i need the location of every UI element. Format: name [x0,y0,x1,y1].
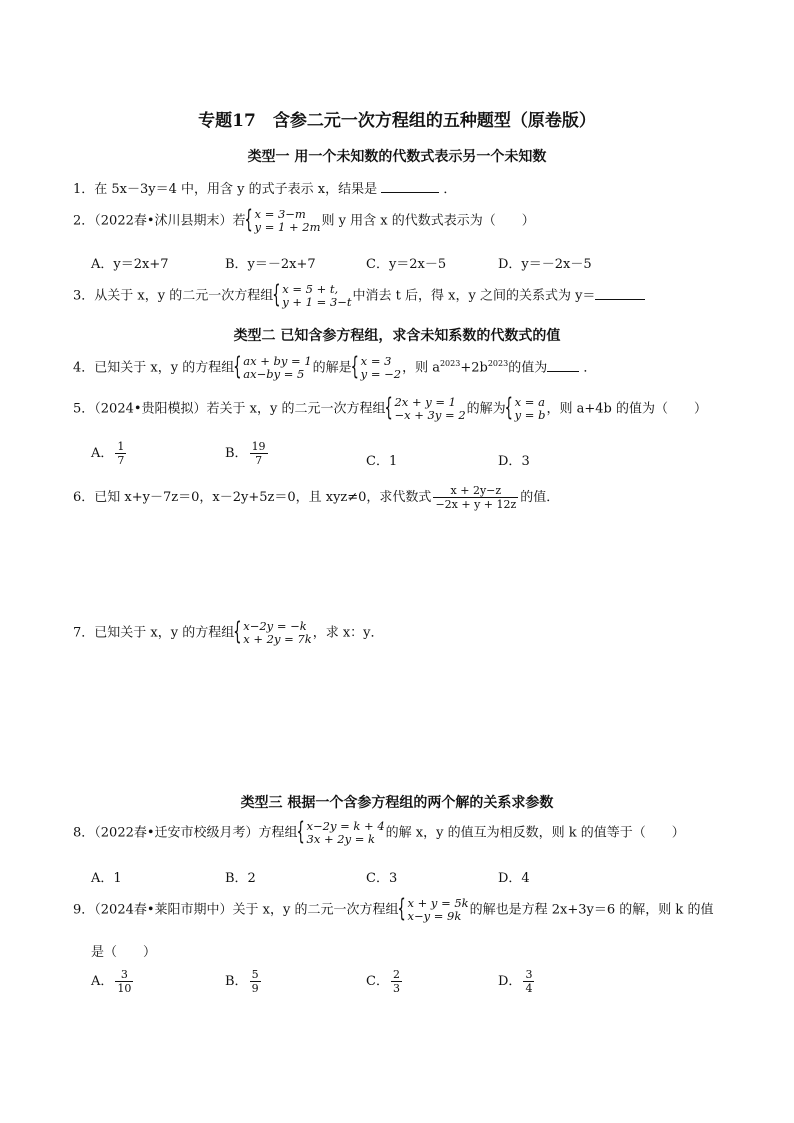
equation-line: y = 1 + 2m [254,220,321,234]
option-label: B． [225,974,248,989]
equation-system [235,620,311,646]
numerator: 2 [392,968,400,981]
fraction [250,968,261,995]
question-text-end: ，求 x：y． [312,625,384,641]
question-9 [73,897,713,923]
option-d[interactable] [498,450,530,469]
equation-line: x + 2y = 7k [243,632,312,646]
question-number: 7． [73,625,95,641]
fraction [523,968,534,995]
denominator: 7 [255,454,263,467]
solution-system [507,396,546,422]
option-label: A． [91,974,114,989]
equation-system [235,355,311,381]
equation-system [299,820,385,846]
question-number: 5． [73,401,95,417]
option-c[interactable] [366,968,404,995]
equation-line: { x = 3 [360,354,392,368]
question-text-end: ． [583,360,597,376]
section-heading-1: 类型一 用一个未知数的代数式表示另一个未知数 [247,149,547,165]
numerator: 3 [115,968,133,982]
equation-system [399,897,468,923]
numerator: 1 [117,440,125,453]
option-label: D． [498,454,522,469]
equation-line: { x = a [514,395,545,409]
option-a[interactable]: A．1 [91,871,122,886]
question-number: 6． [73,490,95,505]
answer-blank[interactable] [547,359,579,372]
exponent: 2023 [487,359,509,369]
question-7 [73,620,384,646]
equation-line: y = b [514,408,546,422]
question-number: 1． [73,182,95,197]
option-label: A． [91,446,114,461]
option-d[interactable] [498,968,536,995]
equation-system [386,396,465,422]
question-text: ，则 a [402,360,440,376]
question-text-end: ． [443,182,457,197]
option-c[interactable]: C．3 [366,871,398,886]
option-b[interactable]: B．y＝－2x+7 [225,257,316,272]
question-text: 已知关于 x，y 的方程组 [94,625,235,641]
denominator: 4 [525,982,533,995]
fraction [115,440,126,467]
equation-line: { x = 5 + t, [282,282,339,296]
section-heading-3: 类型三 根据一个含参方程组的两个解的关系求参数 [240,795,554,811]
equation-line: x−y = 9k [407,909,462,923]
question-1 [73,178,456,197]
question-number: 9． [73,902,95,918]
solution-system [353,355,401,381]
equation-system [247,208,321,234]
option-a[interactable]: A．y＝2x+7 [91,257,169,272]
question-number: 8． [73,825,95,841]
denominator: 7 [117,454,125,467]
fraction [433,484,518,511]
equation-line: −x + 3y = 2 [394,408,466,422]
question-9-continuation: 是（ ） [91,945,157,960]
option-b[interactable] [225,968,263,995]
option-label: D． [498,974,522,989]
option-value: 1 [388,454,398,469]
question-text-end: 的解 x，y 的值互为相反数，则 k 的值等于（ ） [385,825,685,841]
fraction [250,440,268,467]
question-3 [73,283,645,309]
denominator: 10 [117,982,132,995]
question-text-end: 的值． [520,490,560,505]
question-text: 已知 x+y－7z＝0，x－2y+5z＝0，且 xyz≠0，求代数式 [94,490,432,505]
answer-blank[interactable] [595,287,645,300]
question-text: （2022春•沭川县期末）若 [94,213,246,229]
question-text: 已知关于 x，y 的方程组 [94,360,235,376]
option-b[interactable]: B．2 [225,871,256,886]
equation-line: { x = 3−m [254,207,306,221]
question-text-end: 则 y 用含 x 的代数式表示为（ ） [321,213,535,229]
question-number: 4． [73,360,95,376]
numerator: x + 2y−z [433,484,518,498]
question-text: （2024•贵阳模拟）若关于 x，y 的二元一次方程组 [94,401,386,417]
equation-line: { x−2y = k + 4 [306,819,385,833]
question-text-mid: 的解为 [466,401,506,417]
equation-line: ax−by = 5 [243,367,305,381]
question-2 [73,208,535,234]
numerator: 3 [525,968,533,981]
question-text-end: 中消去 t 后，得 x，y 之间的关系式为 y＝ [352,288,596,304]
question-number: 3． [73,288,95,304]
equation-system [274,283,351,309]
denominator: −2x + y + 12z [435,498,517,511]
page-title: 专题17 含参二元一次方程组的五种题型（原卷版） [198,111,596,131]
question-text-mid: 的解是 [312,360,352,376]
option-d[interactable]: D．4 [498,871,530,886]
equation-line: y = −2 [360,367,402,381]
option-b[interactable] [225,440,270,467]
option-label: B． [225,446,248,461]
equation-line: { x + y = 5k [407,896,469,910]
option-c[interactable] [366,450,397,469]
question-text: +2b [460,360,488,376]
question-text: （2022春•迁安市校级月考）方程组 [94,825,298,841]
question-8 [73,820,685,846]
option-a[interactable] [91,440,128,467]
equation-line: { x−2y = −k [243,619,307,633]
question-text-end: ，则 a+4b 的值为（ ） [546,401,707,417]
equation-line: 3x + 2y = k [306,832,376,846]
option-c[interactable]: C．y＝2x－5 [366,257,447,272]
question-4 [73,355,596,381]
option-label: C． [366,454,389,469]
equation-line: { 2x + y = 1 [394,395,456,409]
equation-line: { ax + by = 1 [243,354,312,368]
exponent: 2023 [439,359,461,369]
denominator: 3 [392,982,400,995]
question-text: 从关于 x，y 的二元一次方程组 [94,288,274,304]
option-value: 3 [521,454,530,469]
fraction [115,968,133,995]
question-number: 2． [73,213,95,229]
option-d[interactable]: D．y＝－2x－5 [498,257,592,272]
option-a[interactable] [91,968,135,995]
section-heading-2: 类型二 已知含参方程组，求含未知系数的代数式的值 [233,328,561,344]
denominator: 9 [251,982,259,995]
option-label: C． [366,974,389,989]
numerator: 5 [251,968,259,981]
question-text: （2024春•莱阳市期中）关于 x，y 的二元一次方程组 [94,902,399,918]
answer-blank[interactable] [381,180,439,193]
question-text: 在 5x－3y＝4 中，用含 y 的式子表示 x，结果是 [94,182,378,197]
question-text: 的值为 [508,360,548,376]
numerator: 19 [251,440,266,453]
question-5 [73,396,707,422]
question-text-end: 的解也是方程 2x+3y＝6 的解，则 k 的值 [469,902,714,918]
fraction [391,968,402,995]
question-6 [73,484,559,511]
equation-line: y + 1 = 3−t [282,295,352,309]
